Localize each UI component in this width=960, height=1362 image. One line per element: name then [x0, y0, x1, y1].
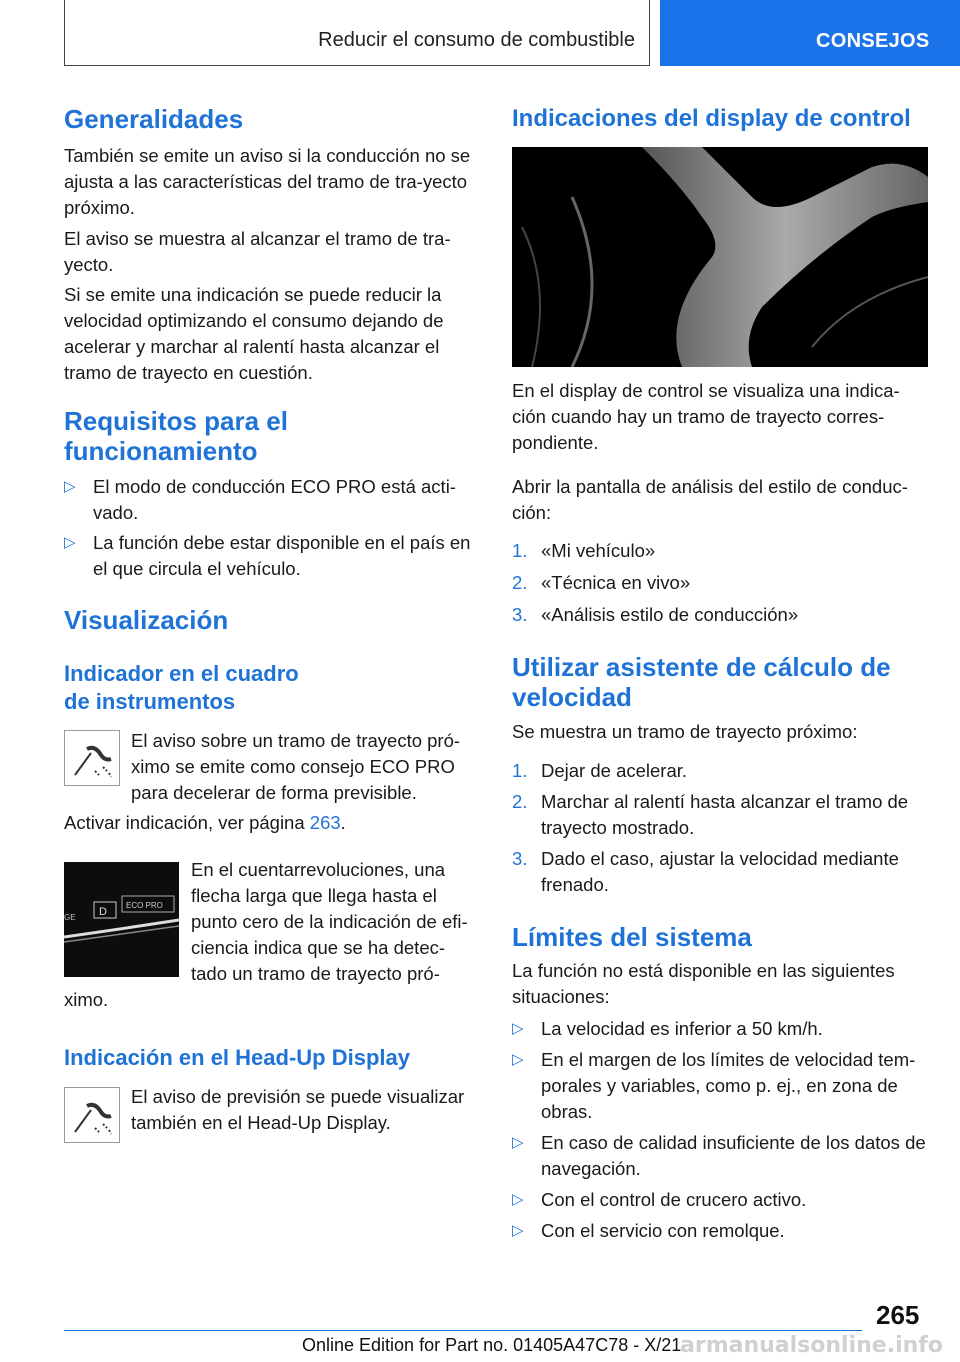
bullet-triangle-icon: ▷ [512, 1191, 524, 1208]
heading-utilizar-line2: velocidad [512, 682, 632, 712]
bullet-triangle-icon: ▷ [512, 1051, 524, 1068]
section-title: Reducir el consumo de combustible [318, 29, 635, 51]
limit-item [512, 1187, 928, 1213]
step-text: Marchar al ralentí hasta alcanzar el tramo de trayecto mostrado. [541, 791, 909, 838]
use-step [512, 789, 928, 841]
menu-step [512, 570, 928, 596]
heading-indicador-line1: Indicador en el cuadro [64, 661, 299, 686]
step-text: Dado el caso, ajustar la velocidad mediante frenado. [541, 848, 899, 895]
limit-text: Con el control de crucero activo. [541, 1189, 807, 1210]
heading-utilizar [512, 652, 891, 712]
bullet-triangle-icon: ▷ [512, 1134, 524, 1151]
chapter-tab-label: CONSEJOS [816, 30, 930, 52]
utilizar-text: Se muestra un tramo de trayecto próximo: [512, 721, 858, 742]
watermark: armanualsonline.info [680, 1333, 943, 1358]
footer-edition: Online Edition for Part no. 01405A47C78 - X/21 [302, 1335, 682, 1355]
paragraph-generalidades-1: También se emite un aviso si la conducción no se ajusta a las características del tramo de tra-yecto próximo. [64, 145, 471, 218]
step-number: 1. [512, 760, 528, 781]
step-text: «Técnica en vivo» [541, 572, 691, 593]
display-control-text: En el display de control se visualiza una indica-ción cuando hay un tramo de trayecto corres-pondiente. [512, 380, 900, 453]
instrument-cluster-image [64, 862, 179, 977]
heading-visualizacion: Visualización [64, 605, 229, 635]
bullet-triangle-icon: ▷ [64, 534, 76, 551]
step-number: 2. [512, 791, 528, 812]
step-text: «Análisis estilo de conducción» [541, 604, 799, 625]
heading-requisitos-line2: funcionamiento [64, 436, 258, 466]
step-number: 3. [512, 604, 528, 625]
page-link-263[interactable]: 263 [309, 812, 341, 833]
requirement-text: La función debe estar disponible en el país en el que circula el vehículo. [93, 532, 471, 579]
heading-utilizar-line1: Utilizar asistente de cálculo de [512, 652, 891, 682]
limit-item [512, 1016, 928, 1042]
indicador-text: El aviso sobre un tramo de trayecto pró-ximo se emite como consejo ECO PRO para decelerar de forma previsible. [131, 730, 461, 803]
bullet-triangle-icon: ▷ [512, 1020, 524, 1037]
activar-prefix: Activar indicación, ver página [64, 812, 310, 833]
heading-indicador-line2: de instrumentos [64, 689, 236, 714]
step-text: Dejar de acelerar. [541, 760, 688, 781]
road-warning-icon [64, 730, 120, 786]
limit-text: En el margen de los límites de velocidad tem-porales y variables, como p. ej., en zona de obras. [541, 1049, 916, 1122]
heading-indicador [64, 660, 299, 716]
step-number: 3. [512, 848, 528, 869]
paragraph-generalidades-2: El aviso se muestra al alcanzar el tramo de tra-yecto. [64, 228, 451, 275]
bullet-triangle-icon: ▷ [512, 1222, 524, 1239]
menu-step [512, 602, 928, 628]
heading-limites: Límites del sistema [512, 922, 752, 952]
limit-text: En caso de calidad insuficiente de los datos de navegación. [541, 1132, 926, 1179]
step-number: 2. [512, 572, 528, 593]
activar-indicacion-text [64, 810, 474, 836]
use-step [512, 846, 928, 898]
header-frame [64, 0, 650, 66]
limit-text: La velocidad es inferior a 50 km/h. [541, 1018, 823, 1039]
cuentarrevoluciones-text: En el cuentarrevoluciones, una flecha larga que llega hasta el punto cero de la indicación de efi-ciencia indica que se ha detec-tado un tramo de trayecto pró- [191, 859, 468, 984]
requirement-item [64, 474, 484, 526]
chapter-tab[interactable] [660, 0, 960, 66]
limit-item [512, 1218, 928, 1244]
requirement-text: El modo de conducción ECO PRO está acti-vado. [93, 476, 456, 523]
edge-label: GE [64, 913, 76, 922]
menu-step [512, 538, 928, 564]
limit-item [512, 1130, 928, 1182]
cuentarrevoluciones-text-cont: ximo. [64, 989, 109, 1010]
eco-pro-label: ECO PRO [126, 901, 163, 910]
paragraph-generalidades-3: Si se emite una indicación se puede reducir la velocidad optimizando el consumo dejando de acelerar y marchar al ralentí hasta alcanzar el tramo de trayecto en cuestión. [64, 284, 444, 383]
gear-label: D [99, 906, 107, 918]
road-warning-icon [64, 1087, 120, 1143]
heading-hud: Indicación en el Head-Up Display [64, 1045, 410, 1070]
step-number: 1. [512, 540, 528, 561]
heading-requisitos [64, 406, 288, 466]
heading-generalidades: Generalidades [64, 104, 244, 134]
use-step [512, 758, 928, 784]
footer-divider [64, 1330, 862, 1331]
activar-suffix: . [340, 812, 346, 833]
heading-display-control: Indicaciones del display de control [512, 105, 911, 132]
heading-requisitos-line1: Requisitos para el [64, 406, 288, 436]
requirement-item [64, 530, 484, 582]
page-number: 265 [876, 1300, 920, 1330]
limit-item [512, 1047, 928, 1125]
bullet-triangle-icon: ▷ [64, 478, 76, 495]
limites-text: La función no está disponible en las siguientes situaciones: [512, 960, 895, 1007]
step-text: «Mi vehículo» [541, 540, 656, 561]
hud-text: El aviso de previsión se puede visualizar también en el Head-Up Display. [131, 1086, 465, 1133]
limit-text: Con el servicio con remolque. [541, 1220, 785, 1241]
abrir-pantalla-text: Abrir la pantalla de análisis del estilo de conduc-ción: [512, 476, 908, 523]
road-curve-image [512, 147, 928, 367]
